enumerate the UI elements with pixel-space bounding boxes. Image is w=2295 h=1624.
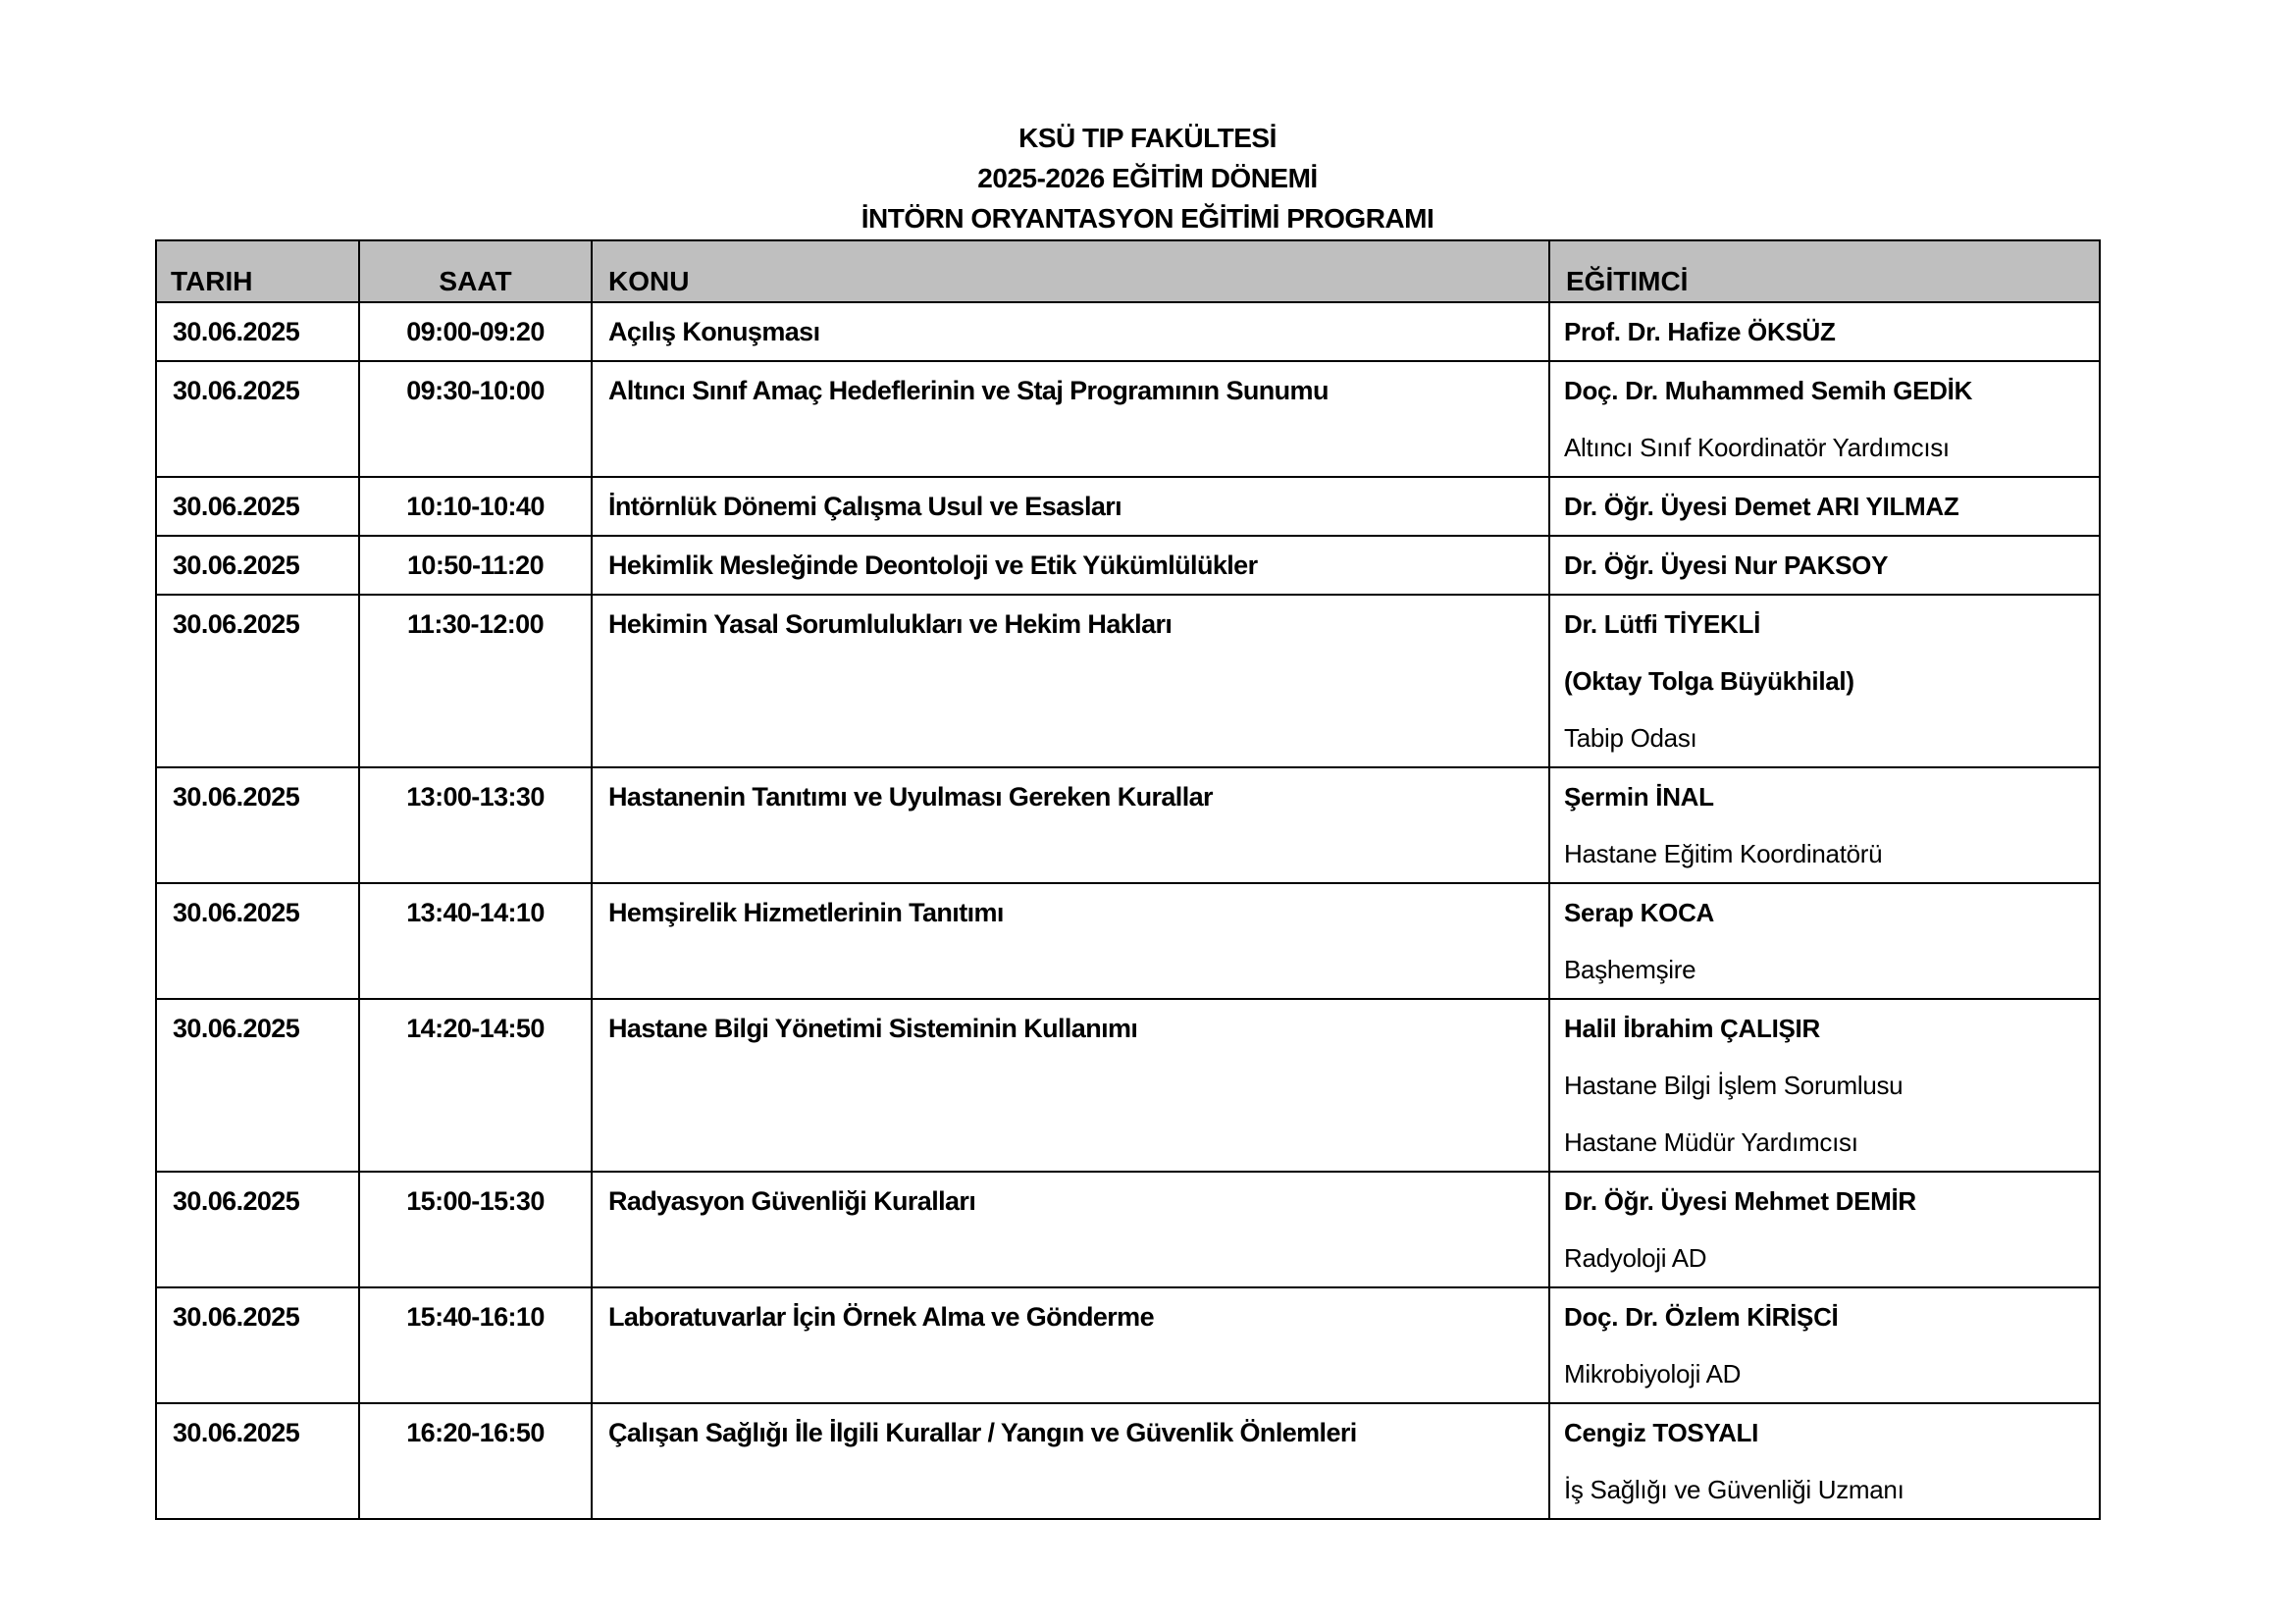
table-row [156, 767, 2100, 883]
date-cell [156, 595, 359, 767]
document-title [0, 118, 2295, 238]
trainer-title: Mikrobiyoloji AD [1564, 1359, 1742, 1388]
column-header-trainer: EĞİTIMCİ [1549, 240, 2100, 302]
trainer-title: Hastane Bilgi İşlem Sorumlusu [1564, 1071, 1904, 1100]
topic-cell [592, 883, 1549, 999]
trainer-cell [1549, 536, 2100, 595]
date-cell [156, 767, 359, 883]
date-cell [156, 1172, 359, 1287]
trainer-cell [1549, 883, 2100, 999]
topic-cell [592, 536, 1549, 595]
date-cell [156, 361, 359, 477]
trainer-cell [1549, 1172, 2100, 1287]
trainer-name: Dr. Öğr. Üyesi Demet ARI YILMAZ [1564, 492, 1959, 521]
trainer-name: Dr. Öğr. Üyesi Nur PAKSOY [1564, 550, 1889, 580]
time: 15:40-16:10 [406, 1302, 545, 1332]
date-cell [156, 536, 359, 595]
trainer-cell [1549, 302, 2100, 361]
table-row [156, 1172, 2100, 1287]
time: 11:30-12:00 [406, 609, 544, 639]
date: 30.06.2025 [173, 898, 300, 927]
trainer-name: Doç. Dr. Muhammed Semih GEDİK [1564, 376, 1973, 405]
date: 30.06.2025 [173, 609, 300, 639]
trainer-cell [1549, 767, 2100, 883]
time-cell [359, 1172, 592, 1287]
trainer-name: Şermin İNAL [1564, 782, 1714, 812]
time-cell [359, 1403, 592, 1519]
date-cell [156, 883, 359, 999]
trainer-title: Hastane Eğitim Koordinatörü [1564, 839, 1883, 868]
time-cell [359, 1287, 592, 1403]
trainer-cell [1549, 361, 2100, 477]
topic: İntörnlük Dönemi Çalışma Usul ve Esasları [608, 492, 1122, 521]
column-header-time: SAAT [359, 240, 592, 302]
trainer-title: Tabip Odası [1564, 723, 1697, 753]
date: 30.06.2025 [173, 782, 300, 812]
topic: Hekimlik Mesleğinde Deontoloji ve Etik Yükümlülükler [608, 550, 1258, 580]
topic-cell [592, 595, 1549, 767]
date: 30.06.2025 [173, 550, 300, 580]
trainer-name: Cengiz TOSYALI [1564, 1418, 1759, 1447]
date: 30.06.2025 [173, 1186, 300, 1216]
time: 16:20-16:50 [406, 1418, 545, 1447]
column-header-date: TARIH [156, 240, 359, 302]
trainer-name: Dr. Lütfi TİYEKLİ [1564, 609, 1761, 639]
topic: Hastane Bilgi Yönetimi Sisteminin Kullanımı [608, 1014, 1138, 1043]
trainer-name: Doç. Dr. Özlem KİRİŞCİ [1564, 1302, 1839, 1332]
topic: Hemşirelik Hizmetlerinin Tanıtımı [608, 898, 1004, 927]
time-cell [359, 595, 592, 767]
title-program: İNTÖRN ORYANTASYON EĞİTİMİ PROGRAMI [861, 203, 1434, 234]
topic-cell [592, 361, 1549, 477]
table-row [156, 1287, 2100, 1403]
time: 10:50-11:20 [406, 550, 544, 580]
topic: Radyasyon Güvenliği Kuralları [608, 1186, 976, 1216]
time: 13:40-14:10 [406, 898, 545, 927]
trainer-cell [1549, 595, 2100, 767]
time-cell [359, 477, 592, 536]
date: 30.06.2025 [173, 1014, 300, 1043]
table-row [156, 1403, 2100, 1519]
trainer-cell [1549, 477, 2100, 536]
time-cell [359, 767, 592, 883]
topic-cell [592, 999, 1549, 1172]
topic: Laboratuvarlar İçin Örnek Alma ve Gönderme [608, 1302, 1154, 1332]
date-cell [156, 1287, 359, 1403]
table-row [156, 883, 2100, 999]
date: 30.06.2025 [173, 492, 300, 521]
topic-cell [592, 1403, 1549, 1519]
trainer-title: Başhemşire [1564, 955, 1696, 984]
topic-cell [592, 1172, 1549, 1287]
date: 30.06.2025 [173, 317, 300, 346]
time-cell [359, 361, 592, 477]
title-term: 2025-2026 EĞİTİM DÖNEMİ [977, 163, 1318, 193]
topic-cell [592, 767, 1549, 883]
table-row [156, 361, 2100, 477]
topic-cell [592, 302, 1549, 361]
time-cell [359, 999, 592, 1172]
topic-cell [592, 477, 1549, 536]
trainer-title: Altıncı Sınıf Koordinatör Yardımcısı [1564, 433, 1950, 462]
topic: Çalışan Sağlığı İle İlgili Kurallar / Yangın ve Güvenlik Önlemleri [608, 1418, 1357, 1447]
time: 15:00-15:30 [406, 1186, 545, 1216]
table-row [156, 536, 2100, 595]
date-cell [156, 1403, 359, 1519]
topic: Açılış Konuşması [608, 317, 820, 346]
date: 30.06.2025 [173, 1302, 300, 1332]
trainer-cell [1549, 999, 2100, 1172]
time: 14:20-14:50 [406, 1014, 545, 1043]
date-cell [156, 477, 359, 536]
date: 30.06.2025 [173, 1418, 300, 1447]
trainer-cell [1549, 1403, 2100, 1519]
time-cell [359, 302, 592, 361]
column-header-topic: KONU [592, 240, 1549, 302]
trainer-name: Prof. Dr. Hafize ÖKSÜZ [1564, 317, 1836, 346]
time: 09:30-10:00 [406, 376, 545, 405]
topic: Hastanenin Tanıtımı ve Uyulması Gereken Kurallar [608, 782, 1213, 812]
trainer-title: Hastane Müdür Yardımcısı [1564, 1127, 1858, 1157]
trainer-title: İş Sağlığı ve Güvenliği Uzmanı [1564, 1475, 1904, 1504]
trainer-name: Dr. Öğr. Üyesi Mehmet DEMİR [1564, 1186, 1916, 1216]
time-cell [359, 883, 592, 999]
trainer-cell [1549, 1287, 2100, 1403]
title-faculty: KSÜ TIP FAKÜLTESİ [1018, 123, 1277, 153]
time: 10:10-10:40 [406, 492, 545, 521]
date-cell [156, 302, 359, 361]
trainer-title: Radyoloji AD [1564, 1243, 1707, 1273]
date: 30.06.2025 [173, 376, 300, 405]
table-body [156, 302, 2100, 1519]
date-cell [156, 999, 359, 1172]
table-row [156, 302, 2100, 361]
table-header-row [156, 240, 2100, 302]
table-row [156, 477, 2100, 536]
program-table [155, 239, 2101, 1520]
time: 09:00-09:20 [406, 317, 545, 346]
time: 13:00-13:30 [406, 782, 545, 812]
table-row [156, 595, 2100, 767]
time-cell [359, 536, 592, 595]
table-row [156, 999, 2100, 1172]
trainer-name: Halil İbrahim ÇALIŞIR [1564, 1014, 1820, 1043]
topic: Altıncı Sınıf Amaç Hedeflerinin ve Staj Programının Sunumu [608, 376, 1329, 405]
trainer-name: Serap KOCA [1564, 898, 1715, 927]
trainer-name-alt: (Oktay Tolga Büyükhilal) [1564, 666, 1854, 696]
topic-cell [592, 1287, 1549, 1403]
topic: Hekimin Yasal Sorumlulukları ve Hekim Hakları [608, 609, 1173, 639]
